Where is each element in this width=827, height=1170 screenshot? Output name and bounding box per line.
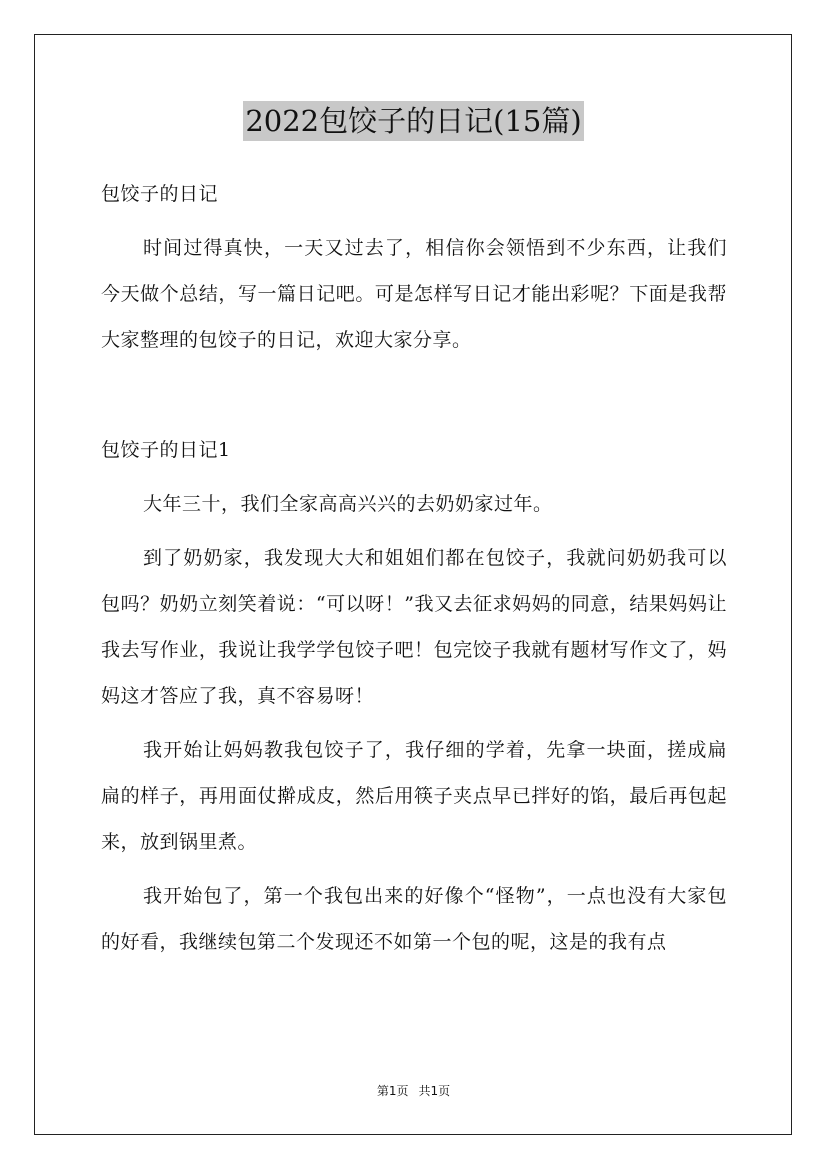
body-paragraph-1: 大年三十，我们全家高高兴兴的去奶奶家过年。 <box>143 493 553 515</box>
page-footer <box>0 1083 827 1099</box>
section-heading: 包饺子的日记1 <box>101 439 231 461</box>
page-total: 共1页 <box>418 1084 451 1098</box>
body-paragraph-4: 我开始包了，第一个我包出来的好像个“怪物”，一点也没有大家包的好看，我继续包第二个发现还不如第一个包的呢，这是的我有点 <box>101 885 727 953</box>
intro-paragraph: 时间过得真快，一天又过去了，相信你会领悟到不少东西，让我们今天做个总结，写一篇日记吧。可是怎样写日记才能出彩呢？下面是我帮大家整理的包饺子的日记，欢迎大家分享。 <box>101 237 727 351</box>
intro-heading: 包饺子的日记 <box>101 183 219 205</box>
title-area <box>0 101 827 141</box>
document-body <box>101 171 727 965</box>
page-number: 第1页 <box>376 1084 409 1098</box>
body-paragraph-2: 到了奶奶家，我发现大大和姐姐们都在包饺子，我就问奶奶我可以包吗？奶奶立刻笑着说：“可以呀！”我又去征求妈妈的同意，结果妈妈让我去写作业，我说让我学学包饺子吧！包完饺子我就有题材写作文了，妈妈这才答应了我，真不容易呀！ <box>101 547 727 707</box>
body-paragraph-3: 我开始让妈妈教我包饺子了，我仔细的学着，先拿一块面，搓成扁扁的样子，再用面仗擀成皮，然后用筷子夹点早已拌好的馅，最后再包起来，放到锅里煮。 <box>101 739 727 853</box>
document-title: 2022包饺子的日记(15篇) <box>243 101 583 141</box>
